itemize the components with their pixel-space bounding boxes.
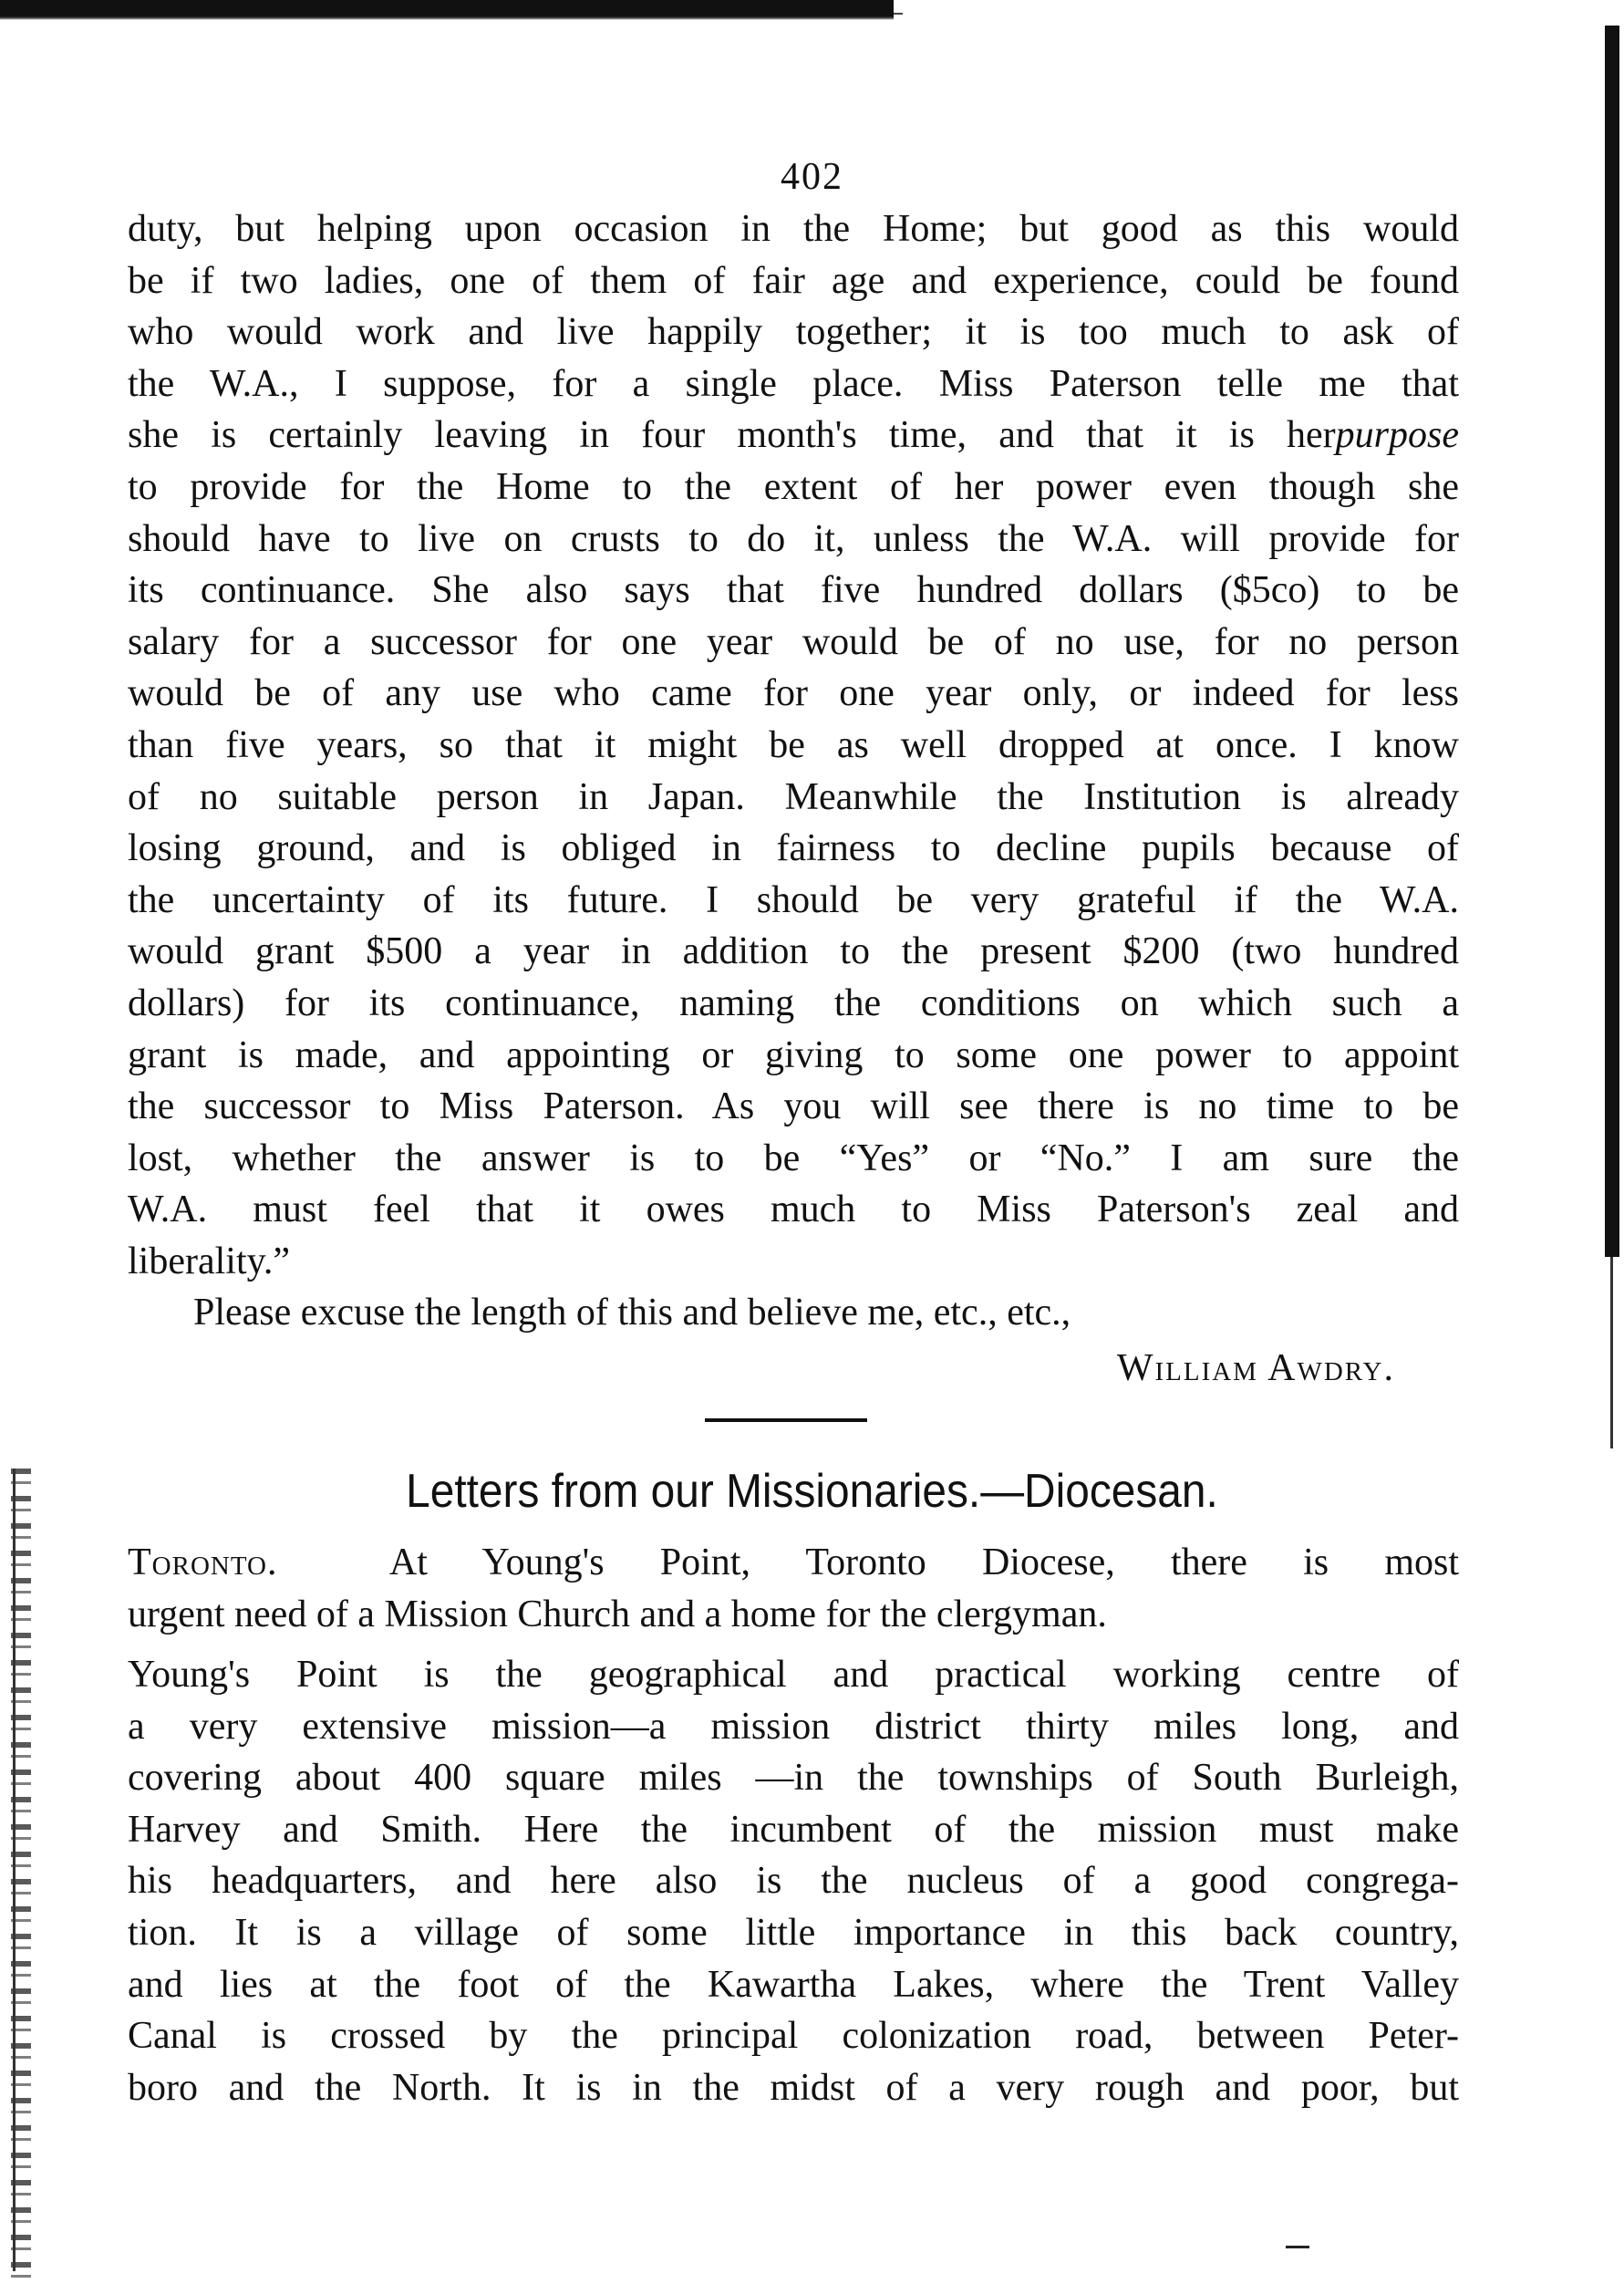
paragraph-line-text: At Young's Point, Toronto Diocese, there is most (388, 1541, 1459, 1583)
paragraph-line: boro and the North. It is in the midst of a very rough and poor, but (128, 2066, 1459, 2109)
letter-line: duty, but helping upon occasion in the Home; but good as this would (128, 208, 1459, 250)
letter-line: liberality.” (128, 1240, 291, 1282)
paragraph-line: Harvey and Smith. Here the incumbent of the mission must make (128, 1808, 1459, 1851)
diocese-lead: Toronto. (128, 1541, 278, 1583)
letter-line: losing ground, and is obliged in fairness to decline pupils because of (128, 827, 1459, 870)
paragraph-line: his headquarters, and here also is the nucleus of a good congrega- (128, 1860, 1459, 1903)
paragraph-line: urgent need of a Mission Church and a home for the clergyman. (128, 1593, 1107, 1635)
paragraph-toronto (128, 1537, 1459, 1640)
paragraph-line: Canal is crossed by the principal colonization road, between Peter- (128, 2015, 1459, 2058)
scan-top-border-tail (894, 13, 903, 15)
letter-line: than five years, so that it might be as well dropped at once. I know (128, 723, 1459, 766)
letter-line: lost, whether the answer is to be “Yes” or “No.” I am sure the (128, 1137, 1459, 1179)
letter-line: be if two ladies, one of them of fair age and experience, could be found (128, 259, 1459, 302)
signature: William Awdry. (1116, 1347, 1395, 1389)
closing-line: Please excuse the length of this and believe me, etc., etc., (193, 1292, 1071, 1334)
section-divider (705, 1418, 867, 1422)
letter-line: would grant $500 a year in addition to the present $200 (two hundred (128, 930, 1459, 973)
scan-right-border (1605, 26, 1619, 1257)
letter-line: of no suitable person in Japan. Meanwhile the Institution is already (128, 775, 1459, 818)
paragraph-line: tion. It is a village of some little importance in this back country, (128, 1911, 1459, 1954)
letter-line: to provide for the Home to the extent of her power even though she (128, 465, 1459, 508)
paragraph-line: Young's Point is the geographical and practical working centre of (128, 1654, 1459, 1696)
letter-line: would be of any use who came for one year only, or indeed for less (128, 672, 1459, 715)
italic-word: purpose (1335, 414, 1459, 457)
letter-line: the successor to Miss Paterson. As you will see there is no time to be (128, 1085, 1459, 1128)
stray-ink-mark (1286, 2246, 1309, 2248)
letter-body (128, 203, 1459, 1339)
letter-line-text: she is certainly leaving in four month's time, and that it is her (128, 414, 1336, 457)
paragraph-line: a very extensive mission—a mission district thirty miles long, and (128, 1705, 1459, 1748)
letter-line: dollars) for its continuance, naming the conditions on which such a (128, 981, 1459, 1024)
letter-line-with-italic (128, 410, 1459, 462)
scan-top-border (0, 0, 894, 20)
letter-line: W.A. must feel that it owes much to Miss Paterson's zeal and (128, 1189, 1459, 1231)
scan-right-border-tail (1610, 1257, 1613, 1448)
paragraph-line (128, 1537, 1459, 1589)
letter-line: should have to live on crusts to do it, unless the W.A. will provide for (128, 517, 1459, 560)
scan-left-binding-line (13, 1469, 16, 2271)
paragraph-line: covering about 400 square miles —in the townships of South Burleigh, (128, 1757, 1459, 1800)
letter-line: its continuance. She also says that five hundred dollars ($5co) to be (128, 569, 1459, 612)
letter-line: the uncertainty of its future. I should be very grateful if the W.A. (128, 878, 1459, 921)
section-heading: Letters from our Missionaries.—Diocesan. (406, 1465, 1218, 1518)
letter-line: the W.A., I suppose, for a single place. Miss Paterson telle me that (128, 362, 1459, 405)
page-number: 402 (781, 156, 843, 198)
paragraph-youngs-point (128, 1649, 1459, 2113)
paragraph-line: and lies at the foot of the Kawartha Lakes, where the Trent Valley (128, 1963, 1459, 2006)
letter-line: grant is made, and appointing or giving to some one power to appoint (128, 1033, 1459, 1076)
letter-line: who would work and live happily together; it is too much to ask of (128, 311, 1459, 354)
letter-line: salary for a successor for one year would be of no use, for no person (128, 620, 1459, 663)
